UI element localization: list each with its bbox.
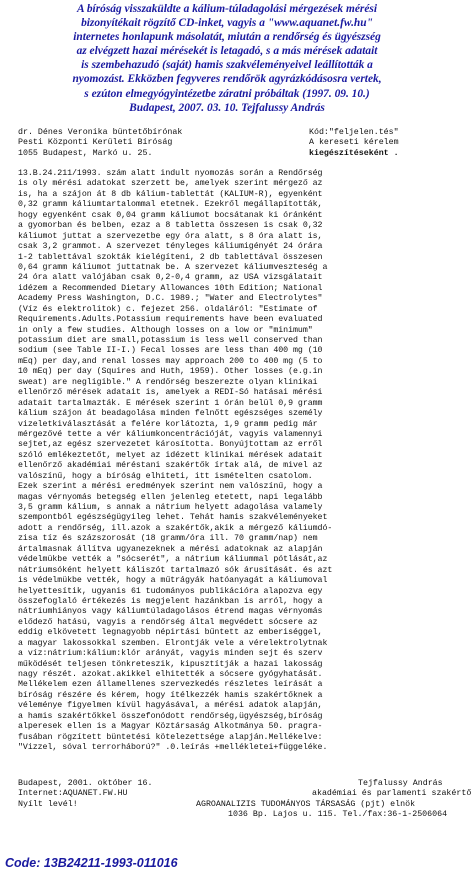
body-line: valószínű, hogy a bíróság elhiteti, itt ismételten csatolom.	[18, 471, 313, 481]
body-line: védelmükbe vették a "sócserét", a nátrium káliummal pótlását,az	[18, 555, 328, 565]
body-line: elődező hatású, vagyis a rendőrség által megvédett sócsere az	[18, 617, 318, 627]
signer-organization: AGROANALIZIS TUDOMÁNYOS TÁRSASÁG (pjt) elnök	[196, 799, 416, 809]
body-line: Academy Press Washington, D.C. 1989.; "Water and Electrolytes"	[18, 294, 323, 304]
body-line: Mellékelem ezen államellenes szervezkedés részletes leírását a	[18, 680, 323, 690]
body-line: is oly mérési adatokat szerzett be, amelyek szerint mérgező az	[18, 179, 323, 189]
body-line: (Víz és elektrolitok) c. fejezet 256. oldaláról: "Estimate of	[18, 304, 318, 314]
body-line: 1-2 tablettával szokták kielégíteni, 2 db tablettával összesen	[18, 252, 323, 262]
body-line: a gyomorban és belben, ezaz a 8 tabletta összesen is csak 0,32	[18, 221, 323, 231]
recipient-address: 1055 Budapest, Markó u. 25.	[18, 148, 153, 158]
letter-body	[18, 169, 448, 754]
banner-line: nyomozást. Ekközben fegyveres rendőrök agyrázkódásosra vertek,	[72, 73, 382, 86]
document-code: Code: 13B24211-1993-011016	[5, 856, 178, 870]
body-line: magas vérnyomás betegség ellen jelenleg etetett, napi legalább	[18, 492, 323, 502]
body-line: 13.B.24.211/1993. szám alatt indult nyomozás során a Rendőrség	[18, 169, 323, 178]
body-line: 0,64 gramm káliumot juttatnak be. A szervezet káliumveszteség a	[18, 262, 328, 272]
banner-line: internetes honlapunk másolatát, miután a rendőrség és ügyészség	[73, 31, 381, 44]
reference-subject-cont: kiegészítéseként .	[309, 148, 399, 158]
signer-title: akadémiai és parlamenti szakértő	[312, 789, 471, 799]
body-line: is, ha a szájon át 8 db kálium-tablettát (KALIUM-R), egyenként	[18, 189, 323, 199]
body-line: Requirements.Adults.Potassium requirements have been evaluated	[18, 315, 323, 325]
body-line: a hamis szakértőkkel összefonódott rendőrség,ügyészség,bíróság	[18, 711, 323, 721]
body-line: szóló emlékeztetőt, melyet az idézett klinikai mérések adatait	[18, 450, 323, 460]
recipient-court: Pesti Központi Kerületi Bíróság	[18, 138, 173, 148]
body-line: hogy egyenként csak 0,04 gramm káliumot bocsátanak ki óránként	[18, 210, 323, 220]
footer-open-letter: Nyílt levél!	[18, 799, 78, 809]
body-line: potassium diet are small,potassium is less well conserved than	[18, 336, 323, 345]
body-line: Ezek szerint a mérési eredmények szerint nem valószínű, hogy a	[18, 482, 323, 492]
reference-block	[309, 128, 399, 159]
footer-date: Budapest, 2001. október 16.	[18, 779, 153, 788]
body-line: káliumot juttat a szervezetbe egy óra alatt, s 8 óra alatt is,	[18, 231, 323, 241]
body-line: csak 3,2 grammot. A szervezet tényleges káliumigényét 24 órára	[18, 242, 323, 252]
body-line: működését teljesen tönkreteszik, kipusztítják a hazai lakosság	[18, 659, 323, 669]
body-line: szempontból egészségügyileg lehet. Tehát hamis szakvéleményeket	[18, 513, 328, 523]
banner-line: bizonyítékait rögzítő CD-inket, vagyis a "www.aquanet.fw.hu"	[81, 17, 373, 30]
body-line: is védelmükbe vették, hogy a műtrágyák hatóanyagát a káliumoval	[18, 576, 328, 586]
body-line: véleménye figyelmen kívül hagyásával, a mérési adatok alapján,	[18, 701, 323, 711]
body-line: zisa tíz és százszorosát (18 gramm/óra ill. 70 gramm/nap) nem	[18, 534, 318, 544]
signer-contact: 1036 Bp. Lajos u. 115. Tel./fax:36-1-2506064	[228, 810, 448, 820]
body-line: alperesek ellen is a Magyar Köztársaság Alkotmánya 50. pragra-	[18, 722, 323, 732]
banner-line: A bíróság visszaküldte a kálium-túladagolási mérgezések mérési	[77, 3, 377, 15]
body-line: eddig elkövetett legnagyobb népirtási bűntett az emberiséggel,	[18, 628, 323, 638]
body-line: nátriumhiányos vagy káliumtúladagolásos étrend magas vérnyomás	[18, 607, 323, 617]
body-line: "Vizzel, sóval terrorháború?" .0.leírás +mellékletei+függeléke.	[18, 743, 328, 753]
body-line: adatait tartalmazták. E mérések szerint 1 órán belül 0,9 gramm	[18, 398, 323, 408]
body-line: helyettesítik, ugyanis 61 tudományos publikációra alapozva egy	[18, 586, 323, 596]
body-line: fusában rögzített büntetési kötelezettsége alapján.Mellékelve:	[18, 732, 323, 742]
banner-signature-line: Budapest, 2007. 03. 10. Tejfalussy András	[129, 101, 325, 114]
body-line: 10 mEq) per day (Squires and Huth, 1959). Other losses (e.g.in	[18, 367, 323, 377]
body-line: idézem a Recommended Dietary Allowances 10th Edition; National	[18, 283, 323, 293]
body-line: nátriumsóként helyett káliszót tartalmazó sók árusítását. és azt	[18, 565, 333, 575]
blue-notice-banner	[4, 2, 450, 115]
body-line: nagy részét. azokat.akikkel elhitették a sócsere gyógyhatását.	[18, 670, 323, 679]
body-line: a víz:nátrium:kálium:klór arányát, vagyis minden sejt és szerv	[18, 649, 323, 659]
banner-line: s ezúton elmegyógyintézetbe záratni próbáltak (1997. 09. 10.)	[84, 87, 370, 100]
body-line: vizeletkiválasztását a felére korlátozta, 1,9 gramm pedig már	[18, 419, 318, 429]
body-line: 3,5 gramm kálium, s annak a nátrium helyett adagolása valamely	[18, 503, 323, 512]
body-line: sweat) are negligible." A rendőrség beszerezte olyan klinikai	[18, 377, 318, 387]
body-line: kálium szájon át beadagolása minden felnőtt egészséges személy	[18, 409, 323, 419]
body-line: 0,32 gramm káliumtartalommal etetnek. Ezekről megállapították,	[18, 200, 323, 210]
footer-left-block	[18, 779, 152, 810]
body-line: mEq) per day,and renal losses may approach 200 to 400 mg (5 to	[18, 356, 323, 366]
recipient-name: dr. Dénes Veronika büntetőbírónak	[18, 128, 183, 137]
signature-block	[196, 779, 471, 821]
body-line: in only a few studies. Although losses on a low or "minimum"	[18, 325, 313, 335]
reference-subject: A kereseti kérelem	[309, 138, 399, 148]
body-line: összefoglaló értékezés is megjelent hazánkban is arról, hogy a	[18, 596, 323, 606]
body-line: sodium (see Table II-I.) Fecal losses are less than 400 mg (10	[18, 346, 323, 356]
banner-line: az elvégzett hazai mérésekét is letagadó, s a más mérések adatait	[76, 45, 378, 58]
footer-internet: Internet:AQUANET.FW.HU	[18, 789, 128, 799]
body-line: adott a rendőrség, ill.azok a szakértők,akik a mérgező káliumdó-	[18, 523, 333, 533]
body-line: a magyar lakossokkal szemben. Elrontják vele a vérelektrolytnak	[18, 638, 328, 648]
recipient-address-block	[18, 128, 182, 159]
body-line: bíróság részére és kérem, hogy ítélkezzék hamis szakértőknek a	[18, 690, 323, 700]
signer-name: Tejfalussy András	[358, 779, 443, 788]
body-line: sejtet,az egész szervezetet károsította. Bonyújtottam az erről	[18, 440, 323, 450]
body-line: ellenőrző mérések adatait is, amelyek a REDI-Só hatásai mérési	[18, 388, 323, 398]
reference-code: Kód:"feljelen.tés"	[309, 128, 399, 137]
body-line: 24 óra alatt valójában csak 0,2-0,4 gramm, az USA vizsgálatait	[18, 273, 323, 283]
body-line: mérgezővé tette a vér káliumkoncentrációját, vagyis valamennyi	[18, 429, 323, 439]
body-line: ártalmasnak állítva ugyanezeknek a mérési adatoknak az alapján	[18, 544, 323, 554]
body-line: ellenőrző akadémiai méréstani szakértők írtak alá, de mivel az	[18, 461, 323, 471]
banner-line: is szembehazudó (saját) hamis szakvéleményeivel leállították a	[81, 59, 373, 72]
